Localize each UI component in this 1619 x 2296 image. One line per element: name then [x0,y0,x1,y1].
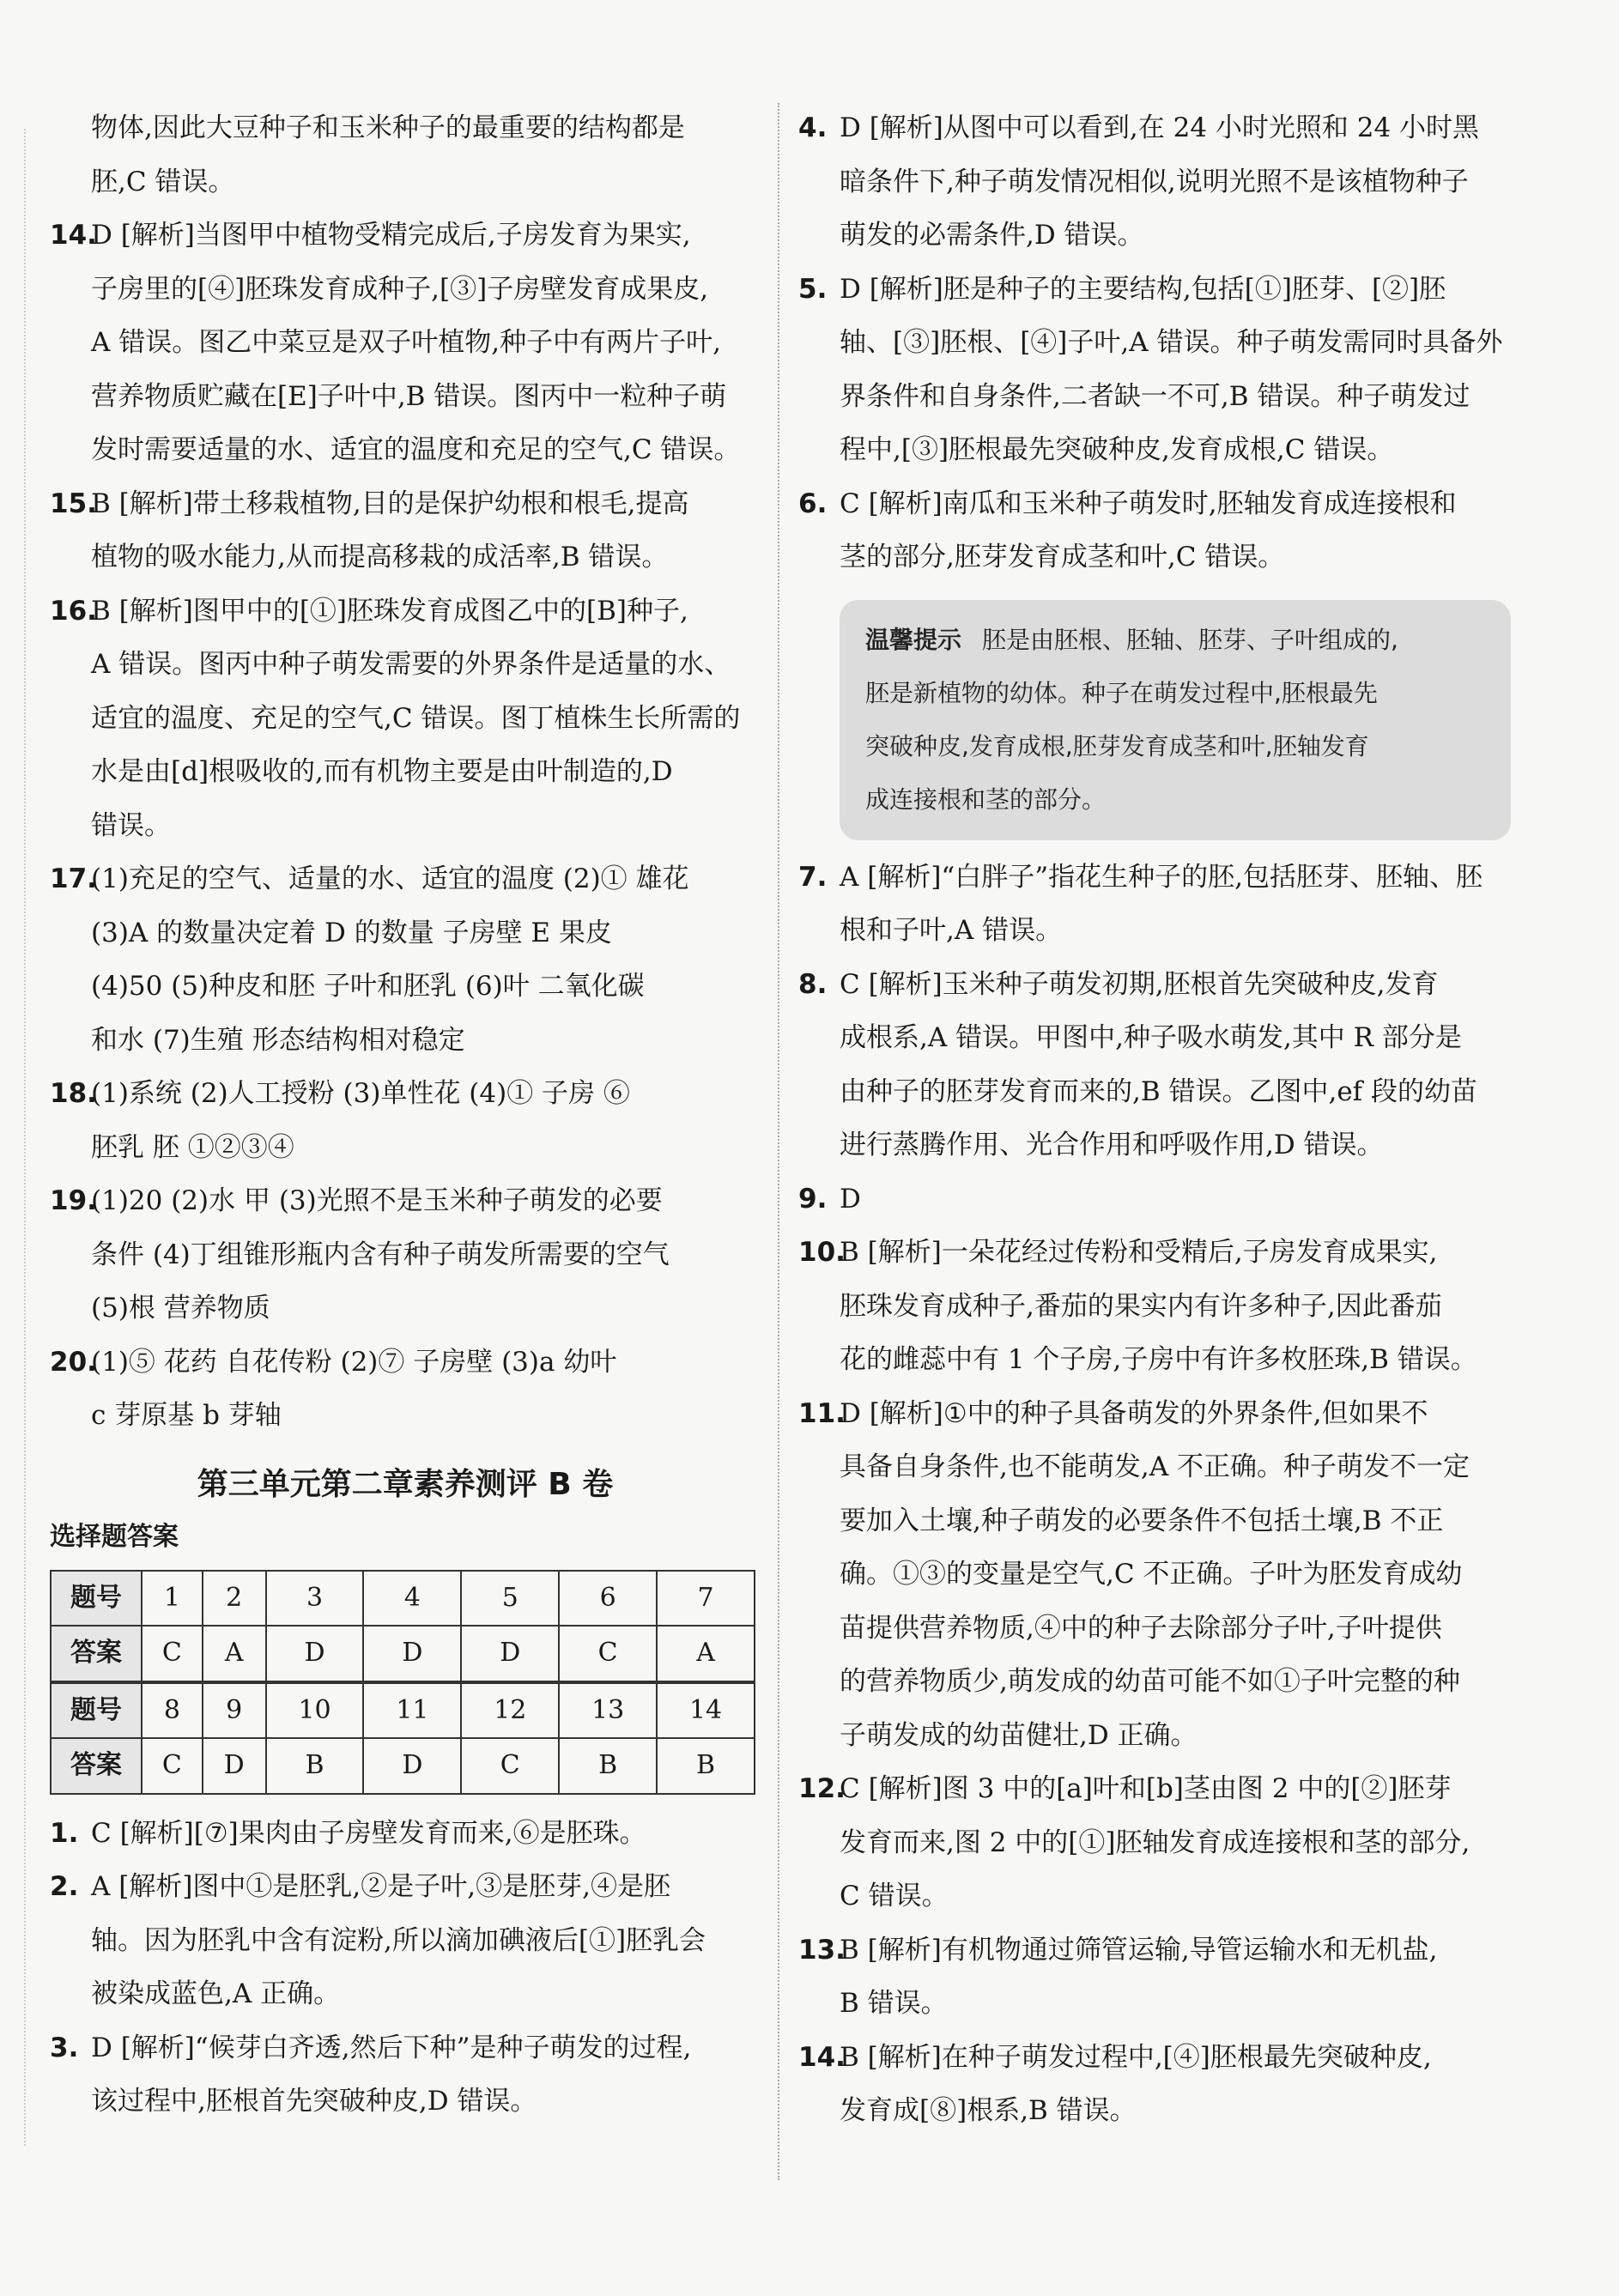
table-cell: C [142,1626,203,1682]
table-row [51,1626,755,1682]
text-line: 确。①③的变量是空气,C 不正确。子叶为胚发育成幼 [840,1559,1463,1590]
item-number: 3. [50,2032,79,2063]
tip-line: 胚是新植物的幼体。种子在萌发过程中,胚根最先 [865,678,1378,707]
text-line: 苗提供营养物质,④中的种子去除部分子叶,子叶提供 [840,1612,1442,1644]
text-line: B [解析]一朵花经过传粉和受精后,子房发育成果实, [840,1237,1438,1268]
answer-item [798,1923,1511,2031]
answer-item [798,2031,1511,2138]
tip-box [840,600,1511,840]
item-number: 2. [50,1871,79,1902]
text-line: 萌发的必需条件,D 错误。 [840,220,1144,251]
table-cell: 7 [657,1571,755,1627]
table-cell: 13 [559,1682,657,1739]
table-row [51,1571,755,1627]
text-line: 错误。 [91,809,171,841]
text-line: 子房里的[④]胚珠发育成种子,[③]子房壁发育成果皮, [91,273,709,305]
text-line: c 芽原基 b 芽轴 [91,1400,282,1431]
answer-item [50,1174,761,1336]
table-cell: C [142,1738,203,1794]
answer-item [50,1860,761,2021]
answer-item [798,1226,1511,1387]
answer-item [50,1807,761,1861]
text-line: 适宜的温度、充足的空气,C 错误。图丁植株生长所需的 [91,702,741,734]
text-line: 发育成[⑧]根系,B 错误。 [840,2095,1137,2126]
column-divider [778,103,779,2180]
text-line: C [解析]玉米种子萌发初期,胚根首先突破种皮,发育 [840,968,1439,1000]
text-line: 根和子叶,A 错误。 [840,915,1063,946]
sub-title: 选择题答案 [50,1521,179,1552]
text-line: D [解析]“候芽白齐透,然后下种”是种子萌发的过程, [91,2032,692,2063]
table-cell: 11 [363,1682,461,1739]
text-line: C [解析][⑦]果肉由子房壁发育而来,⑥是胚珠。 [91,1817,646,1849]
text-line: 进行蒸腾作用、光合作用和呼吸作用,D 错误。 [840,1130,1384,1160]
table-cell: 5 [461,1571,559,1627]
text-line: C [解析]南瓜和玉米种子萌发时,胚轴发育成连接根和 [840,488,1457,519]
table-cell: 10 [266,1682,364,1739]
text-line: (4)50 (5)种皮和胚 子叶和胚乳 (6)叶 二氧化碳 [91,971,645,1002]
text-line: 物体,因此大豆种子和玉米种子的最重要的结构都是 [91,112,685,143]
text-line: 成根系,A 错误。甲图中,种子吸水萌发,其中 R 部分是 [840,1022,1462,1053]
text-line: 植物的吸水能力,从而提高移栽的成活率,B 错误。 [91,542,669,572]
table-cell: C [559,1626,657,1682]
item-number: 11. [798,1397,846,1429]
item-number: 12. [798,1773,846,1804]
table-cell: 8 [142,1682,203,1739]
item-number: 18. [50,1078,97,1109]
answer-item [798,1387,1511,1763]
table-header-cell: 答案 [51,1626,142,1682]
text-line: C 错误。 [840,1881,949,1911]
text-line: 胚,C 错误。 [91,166,235,197]
text-line: A 错误。图乙中菜豆是双子叶植物,种子中有两片子叶, [91,327,721,358]
answer-item [798,263,1511,477]
item-number: 6. [798,488,828,519]
margin-guide [24,129,26,2146]
answer-item [50,209,761,477]
table-cell: B [559,1738,657,1794]
text-line: (1)充足的空气、适量的水、适宜的温度 (2)① 雄花 [91,863,689,894]
answer-item [50,585,761,853]
right-answer-list-2 [798,851,1511,2138]
text-line: 的营养物质少,萌发成的幼苗可能不如①子叶完整的种 [840,1666,1460,1697]
item-number: 8. [798,968,828,1000]
answer-item [798,958,1511,1172]
item-number: 7. [798,861,828,893]
item-number: 4. [798,112,828,143]
item-number: 19. [50,1185,97,1216]
text-line: 发时需要适量的水、适宜的温度和充足的空气,C 错误。 [91,434,741,465]
text-line: B [解析]图甲中的[①]胚珠发育成图乙中的[B]种子, [91,595,688,627]
text-line: 程中,[③]胚根最先突破种皮,发育成根,C 错误。 [840,434,1394,465]
text-line: (5)根 营养物质 [91,1293,270,1324]
table-cell: 2 [203,1571,266,1627]
item-number: 20. [50,1346,97,1378]
text-line: B [解析]带土移栽植物,目的是保护幼根和根毛,提高 [91,488,689,519]
text-line: D [840,1183,861,1215]
item-number: 13. [798,1934,846,1966]
table-cell: 14 [657,1682,755,1739]
table-cell: D [203,1738,266,1794]
text-line: 被染成蓝色,A 正确。 [91,1978,341,2009]
text-line: B [解析]在种子萌发过程中,[④]胚根最先突破种皮, [840,2041,1432,2073]
table-cell: D [266,1626,364,1682]
text-line: 胚珠发育成种子,番茄的果实内有许多种子,因此番茄 [840,1290,1442,1322]
left-answer-list-2 [50,1807,761,2129]
text-line: C [解析]图 3 中的[a]叶和[b]茎由图 2 中的[②]胚芽 [840,1773,1452,1804]
text-line: (3)A 的数量决定着 D 的数量 子房壁 E 果皮 [91,917,612,948]
table-cell: 6 [559,1571,657,1627]
text-line: (1)系统 (2)人工授粉 (3)单性花 (4)① 子房 ⑥ [91,1078,630,1109]
item-number: 14. [798,2041,846,2073]
answer-item [798,101,1511,263]
table-cell: A [657,1626,755,1682]
text-line: D [解析]胚是种子的主要结构,包括[①]胚芽、[②]胚 [840,273,1446,305]
item-number: 16. [50,595,97,627]
answer-item [50,1336,761,1443]
text-line: 和水 (7)生殖 形态结构相对稳定 [91,1024,465,1056]
text-line: 发育而来,图 2 中的[①]胚轴发育成连接根和茎的部分, [840,1827,1470,1858]
text-line: 要加入土壤,种子萌发的必要条件不包括土壤,B 不正 [840,1505,1444,1536]
text-line: 轴、[③]胚根、[④]子叶,A 错误。种子萌发需同时具备外 [840,327,1503,358]
text-line: B [解析]有机物通过筛管运输,导管运输水和无机盐, [840,1934,1438,1966]
answer-item [50,852,761,1067]
table-cell: B [266,1738,364,1794]
left-column [50,101,761,2129]
table-cell: D [363,1738,461,1794]
table-cell: D [461,1626,559,1682]
tip-line: 成连接根和茎的部分。 [865,785,1107,814]
table-cell: C [461,1738,559,1794]
answer-item [50,2021,761,2129]
left-answer-list [50,209,761,1443]
answer-item [798,851,1511,958]
answer-item [798,477,1511,585]
table-cell: 3 [266,1571,364,1627]
text-line: A [解析]图中①是胚乳,②是子叶,③是胚芽,④是胚 [91,1871,670,1902]
answer-item [50,477,761,585]
item-number: 14. [50,220,97,251]
text-line: 具备自身条件,也不能萌发,A 不正确。种子萌发不一定 [840,1451,1470,1482]
item-number: 15. [50,488,97,519]
text-line: (1)⑤ 花药 自花传粉 (2)⑦ 子房壁 (3)a 幼叶 [91,1346,617,1378]
tip-text: 胚是由胚根、胚轴、胚芽、子叶组成的, [982,625,1398,654]
text-line: 该过程中,胚根首先突破种皮,D 错误。 [91,2086,537,2117]
text-line: 花的雌蕊中有 1 个子房,子房中有许多枚胚珠,B 错误。 [840,1344,1477,1375]
item-number: 1. [50,1817,79,1849]
text-line: 水是由[d]根吸收的,而有机物主要是由叶制造的,D [91,756,673,787]
text-line: B 错误。 [840,1988,948,2019]
table-row [51,1738,755,1794]
item-number: 9. [798,1183,828,1215]
text-line: 轴。因为胚乳中含有淀粉,所以滴加碘液后[①]胚乳会 [91,1924,706,1956]
text-line: 界条件和自身条件,二者缺一不可,B 错误。种子萌发过 [840,380,1470,412]
table-cell: 9 [203,1682,266,1739]
item-number: 10. [798,1237,846,1268]
table-header-cell: 题号 [51,1571,142,1627]
text-line: 条件 (4)丁组锥形瓶内含有种子萌发所需要的空气 [91,1239,670,1270]
table-cell: 4 [363,1571,461,1627]
text-line: 暗条件下,种子萌发情况相似,说明光照不是该植物种子 [840,166,1469,197]
right-answer-list [798,101,1511,585]
item-number: 17. [50,863,97,894]
tip-title: 温馨提示 [865,625,962,654]
text-line: D [解析]①中的种子具备萌发的外界条件,但如果不 [840,1397,1428,1429]
table-cell: A [203,1626,266,1682]
table-header-cell: 题号 [51,1682,142,1739]
tip-line: 突破种皮,发育成根,胚芽发育成茎和叶,胚轴发育 [865,731,1369,760]
text-line: A [解析]“白胖子”指花生种子的胚,包括胚芽、胚轴、胚 [840,861,1483,893]
text-line: 胚乳 胚 ①②③④ [91,1131,294,1163]
answer-item [50,1067,761,1174]
table-cell: 1 [142,1571,203,1627]
tip-line [865,614,1485,667]
text-line: D [解析]从图中可以看到,在 24 小时光照和 24 小时黑 [840,112,1480,143]
table-cell: 12 [461,1682,559,1739]
text-line: 子萌发成的幼苗健壮,D 正确。 [840,1719,1198,1751]
text-line: A 错误。图丙中种子萌发需要的外界条件是适量的水、 [91,649,731,680]
text-line: 营养物质贮藏在[E]子叶中,B 错误。图丙中一粒种子萌 [91,380,727,412]
table-row [51,1682,755,1739]
table-cell: D [363,1626,461,1682]
answer-table [50,1570,755,1795]
text-line: 由种子的胚芽发育而来的,B 错误。乙图中,ef 段的幼苗 [840,1075,1478,1107]
table-cell: B [657,1738,755,1794]
text-line: (1)20 (2)水 甲 (3)光照不是玉米种子萌发的必要 [91,1185,663,1216]
answer-item [798,1762,1511,1923]
text-line: 茎的部分,胚芽发育成茎和叶,C 错误。 [840,542,1285,572]
right-column [798,101,1511,2138]
answer-item [798,1172,1511,1227]
text-line: D [解析]当图甲中植物受精完成后,子房发育为果实, [91,220,691,251]
continuation-text [50,101,761,209]
table-header-cell: 答案 [51,1738,142,1794]
item-number: 5. [798,273,828,305]
section-title: 第三单元第二章素养测评 B 卷 [197,1466,614,1502]
